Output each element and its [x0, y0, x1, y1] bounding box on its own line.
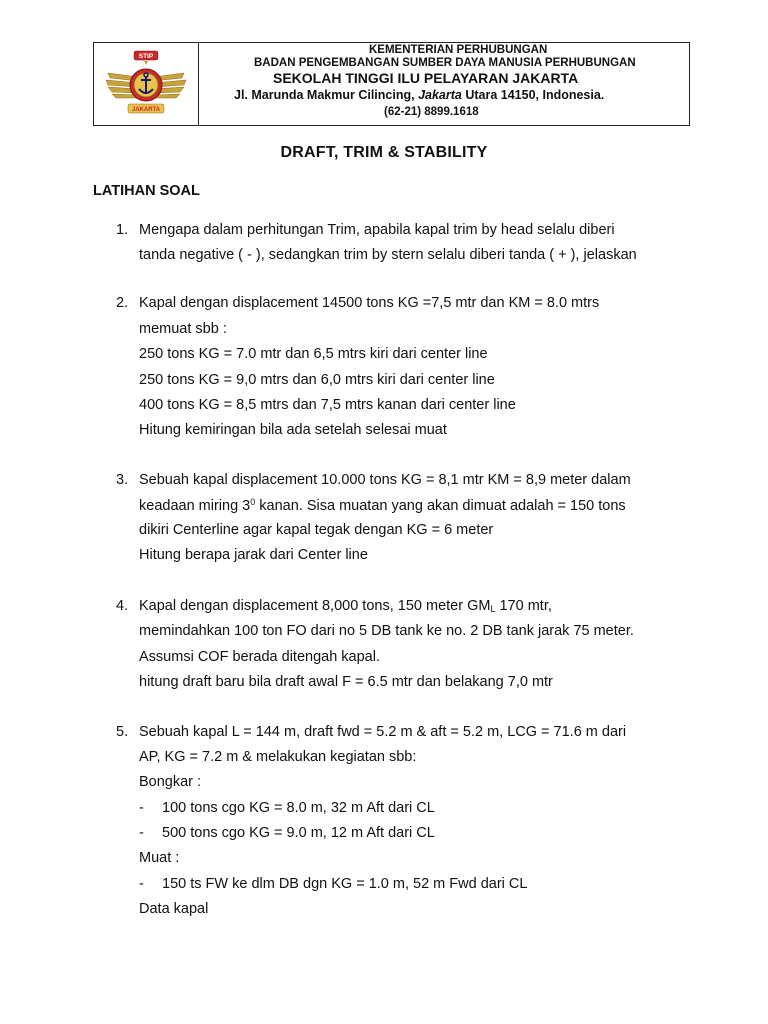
question-2-line-4: 250 tons KG = 9,0 mtrs dan 6,0 mtrs kiri dari center line: [139, 372, 495, 388]
muat-label: Muat :: [139, 850, 180, 866]
question-3-line-4: Hitung berapa jarak dari Center line: [139, 547, 368, 563]
ministry-name: KEMENTERIAN PERHUBUNGAN: [369, 44, 548, 56]
question-4-line-2: memindahkan 100 ton FO dari no 5 DB tank ke no. 2 DB tank jarak 75 meter.: [139, 623, 634, 639]
question-number: 4.: [116, 598, 129, 614]
question-3-line-2-b: kanan. Sisa muatan yang akan dimuat adalah = 150 tons: [255, 498, 626, 514]
question-2-line-3: 250 tons KG = 7.0 mtr dan 6,5 mtrs kiri dari center line: [139, 346, 488, 362]
stip-logo: [104, 47, 188, 121]
logo-bottom-text: JAKARTA: [131, 107, 161, 113]
question-number: 5.: [116, 724, 129, 740]
question-2-line-2: memuat sbb :: [139, 321, 227, 337]
question-5-line-1: Sebuah kapal L = 144 m, draft fwd = 5.2 m & aft = 5.2 m, LCG = 71.6 m dari: [139, 724, 627, 740]
question-number: 1.: [116, 222, 129, 238]
logo-cell: [94, 43, 199, 125]
letterhead: [93, 42, 690, 126]
degree-superscript: 0: [250, 497, 256, 507]
bongkar-item-1: 100 tons cgo KG = 8.0 m, 32 m Aft dari CL: [162, 800, 435, 816]
muat-item-1: 150 ts FW ke dlm DB dgn KG = 1.0 m, 52 m Fwd dari CL: [162, 876, 528, 892]
question-1-line-1: Mengapa dalam perhitungan Trim, apabila kapal trim by head selalu diberi: [139, 222, 615, 238]
question-4-line-3: Assumsi COF berada ditengah kapal.: [139, 649, 380, 665]
document-title: DRAFT, TRIM & STABILITY: [280, 144, 488, 161]
school-name: SEKOLAH TINGGI ILU PELAYARAN JAKARTA: [273, 70, 579, 86]
question-2-line-6: Hitung kemiringan bila ada setelah selesai muat: [139, 422, 447, 438]
question-4-line-1-a: Kapal dengan displacement 8,000 tons, 150 meter GM: [139, 598, 491, 614]
list-dash: -: [139, 825, 144, 841]
address-part-a: Jl. Marunda Makmur Cilincing,: [234, 88, 419, 102]
question-3-line-1: Sebuah kapal displacement 10.000 tons KG = 8,1 mtr KM = 8,9 meter dalam: [139, 472, 631, 488]
bongkar-label: Bongkar :: [139, 774, 202, 790]
gm-subscript: L: [490, 604, 496, 614]
question-2-line-1: Kapal dengan displacement 14500 tons KG =7,5 mtr dan KM = 8.0 mtrs: [139, 295, 600, 311]
question-number: 2.: [116, 295, 129, 311]
list-dash: -: [139, 876, 144, 892]
school-address: [234, 88, 604, 102]
logo-top-text: STIP: [138, 53, 154, 60]
question-5-line-2: AP, KG = 7.2 m & melakukan kegiatan sbb:: [139, 749, 417, 765]
question-number: 3.: [116, 472, 129, 488]
section-heading: LATIHAN SOAL: [93, 183, 200, 199]
bongkar-item-2: 500 tons cgo KG = 9.0 m, 12 m Aft dari CL: [162, 825, 435, 841]
question-4-line-1: [139, 598, 552, 614]
list-dash: -: [139, 800, 144, 816]
question-3-line-3: dikiri Centerline agar kapal tegak dengan KG = 6 meter: [139, 522, 494, 538]
agency-name: BADAN PENGEMBANGAN SUMBER DAYA MANUSIA PERHUBUNGAN: [254, 57, 636, 69]
data-kapal-label: Data kapal: [139, 901, 209, 917]
question-1-line-2: tanda negative ( - ), sedangkan trim by stern selalu diberi tanda ( + ), jelaskan: [139, 247, 637, 263]
question-2-line-5: 400 tons KG = 8,5 mtrs dan 7,5 mtrs kanan dari center line: [139, 397, 516, 413]
question-3-line-2-a: keadaan miring 3: [139, 498, 251, 514]
question-3-line-2: [139, 497, 626, 514]
school-phone: (62-21) 8899.1618: [384, 106, 479, 118]
address-city: Jakarta: [418, 88, 462, 102]
address-part-c: Utara 14150, Indonesia.: [461, 88, 605, 102]
question-4-line-4: hitung draft baru bila draft awal F = 6.5 mtr dan belakang 7,0 mtr: [139, 674, 553, 690]
question-4-line-1-b: 170 mtr,: [495, 598, 552, 614]
